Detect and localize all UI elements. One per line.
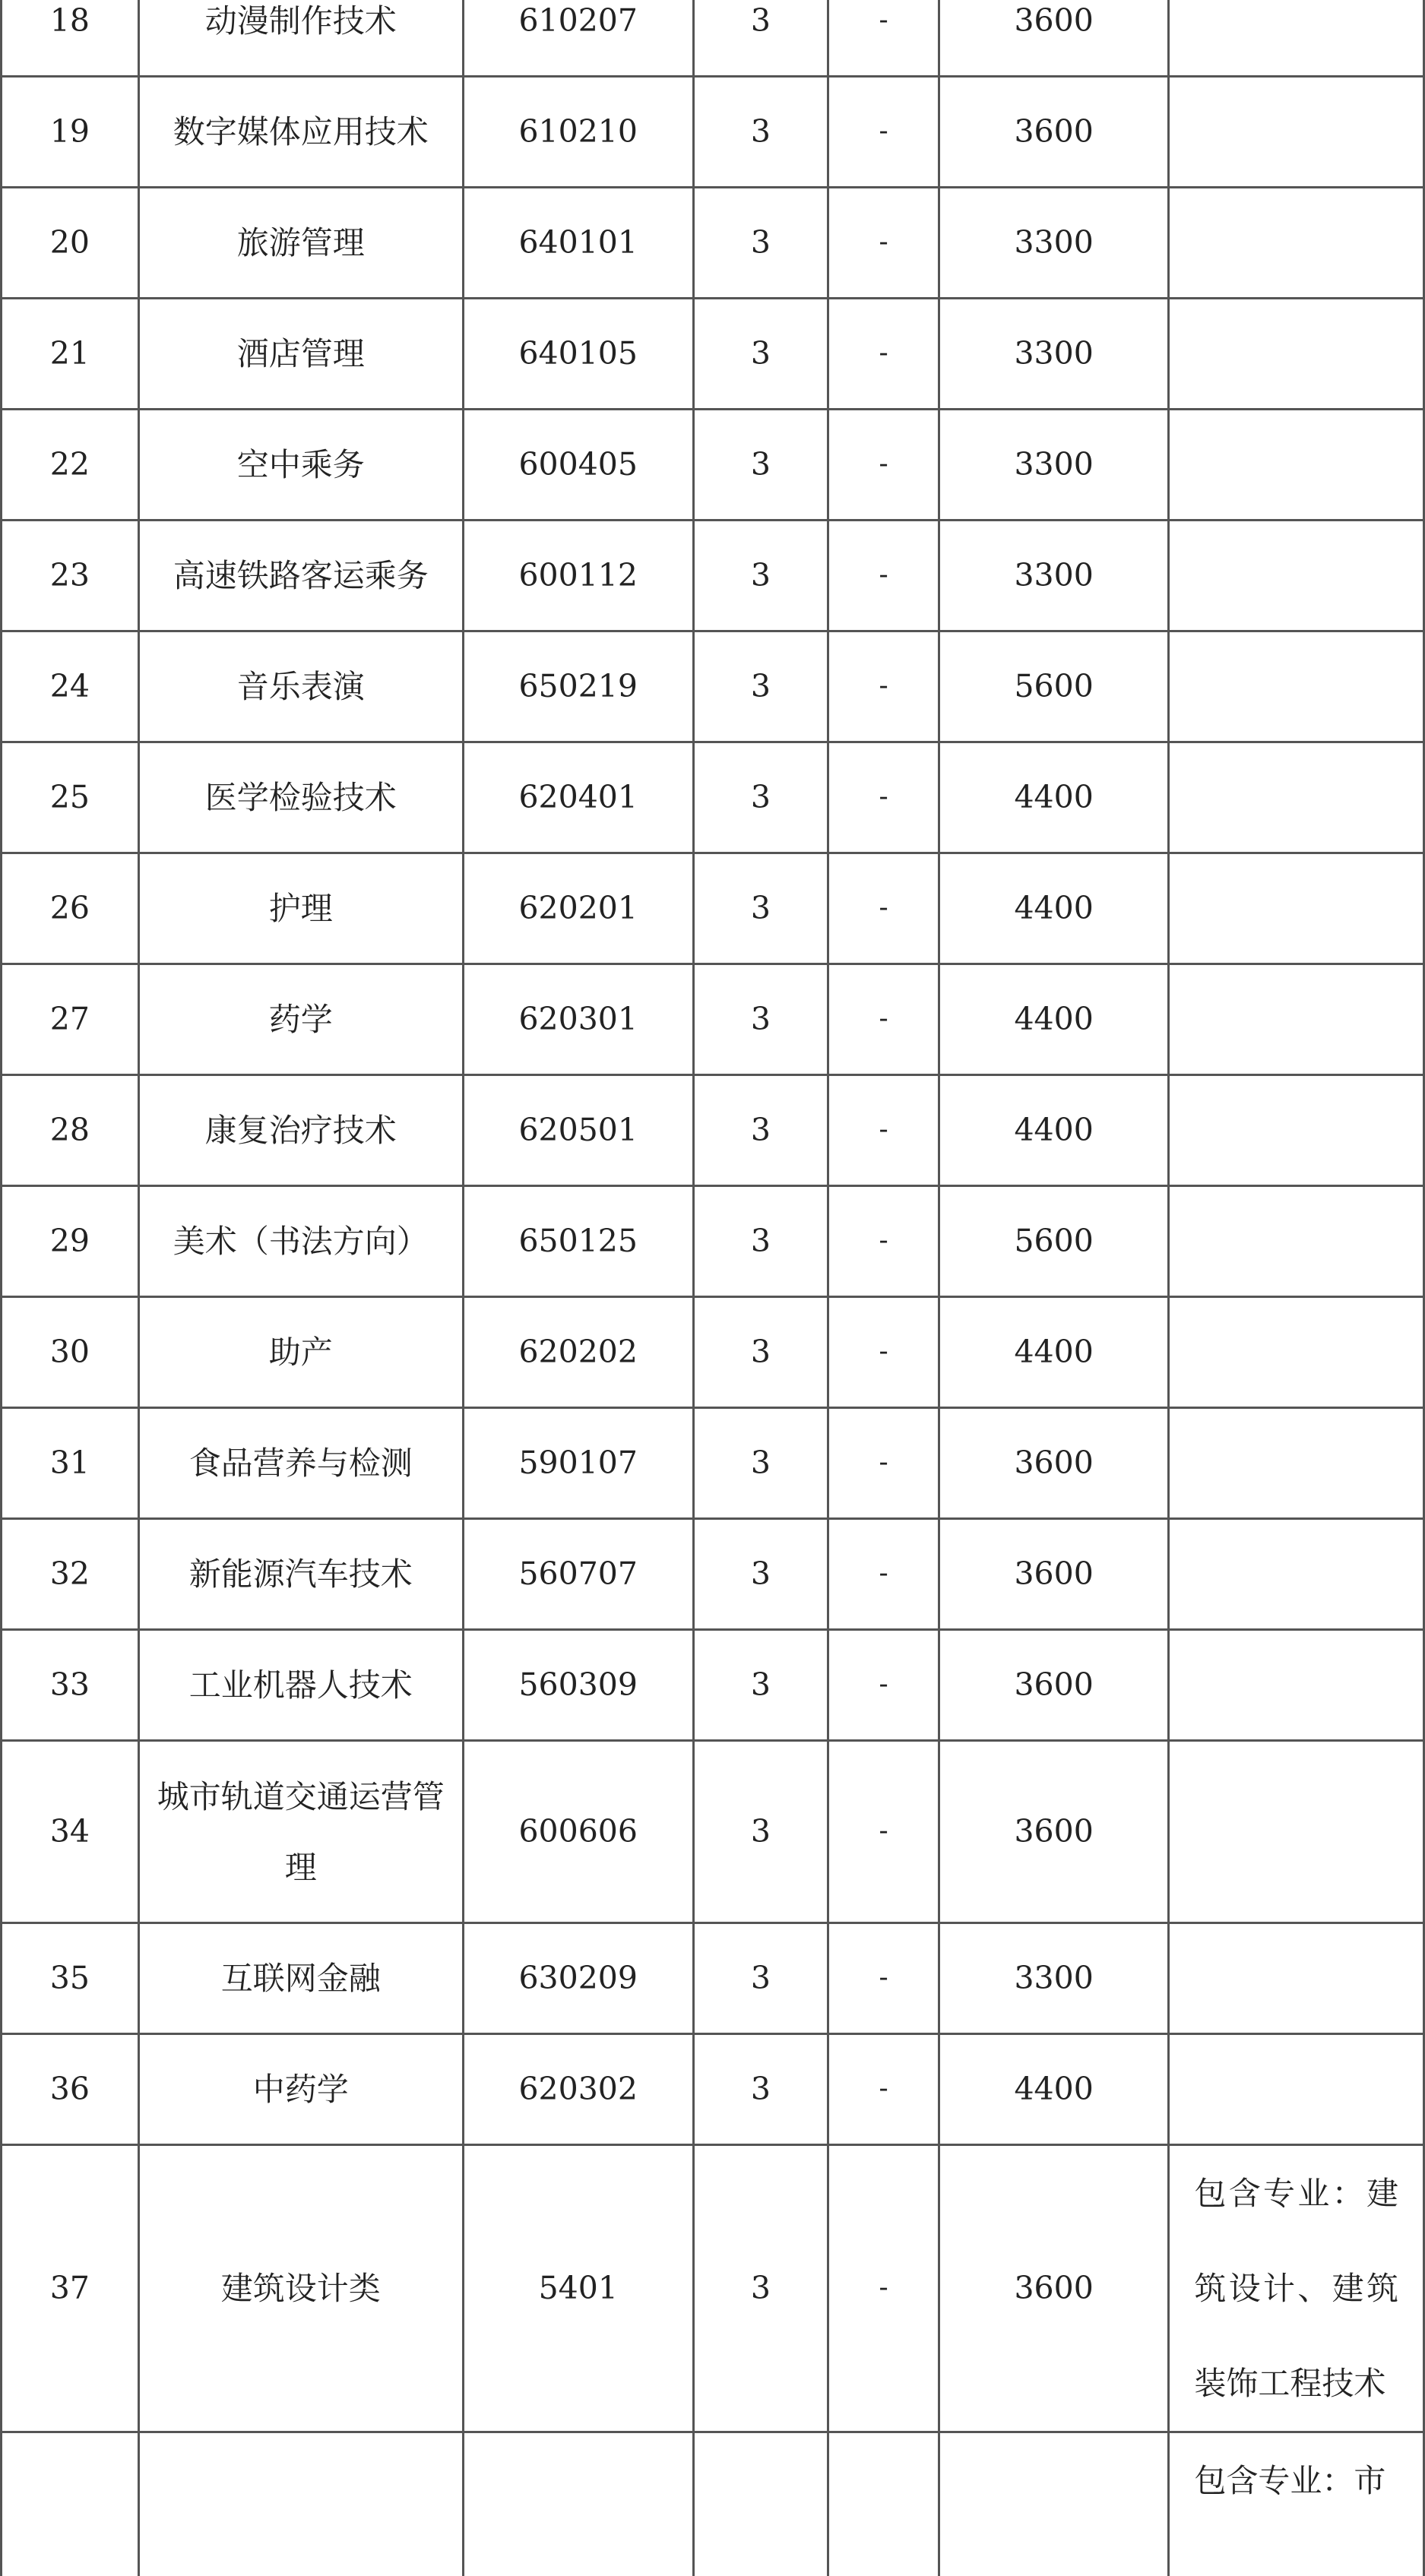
dash-cell: -	[828, 1297, 939, 1408]
dash-cell: -	[828, 853, 939, 964]
fee-cell: 3600	[939, 1741, 1169, 1923]
row-number-cell: 30	[2, 1297, 139, 1408]
major-name-cell: 旅游管理	[138, 188, 463, 299]
duration-cell: 3	[693, 2145, 828, 2432]
row-number-cell: 24	[2, 631, 139, 742]
major-code-cell: 620201	[463, 853, 693, 964]
note-cell: 包含专业：建筑设计、建筑装饰工程技术	[1169, 2145, 1424, 2432]
note-cell	[1169, 742, 1424, 853]
row-number-cell: 36	[2, 2034, 139, 2145]
duration-cell: 3	[693, 1408, 828, 1519]
dash-cell: -	[828, 631, 939, 742]
major-code-cell: 650219	[463, 631, 693, 742]
note-cell	[1169, 964, 1424, 1075]
note-cell	[1169, 631, 1424, 742]
major-code-cell: 590107	[463, 1408, 693, 1519]
row-number-cell: 26	[2, 853, 139, 964]
table-row	[2, 2034, 1424, 2145]
row-number-cell: 18	[2, 0, 139, 77]
note-cell	[1169, 1075, 1424, 1186]
table-row	[2, 2145, 1424, 2432]
note-cell	[1169, 1408, 1424, 1519]
row-number-cell: 37	[2, 2145, 139, 2432]
major-name-cell: 音乐表演	[138, 631, 463, 742]
row-number-cell: 23	[2, 521, 139, 631]
table-row	[2, 853, 1424, 964]
major-code-cell: 620401	[463, 742, 693, 853]
major-name-cell: 空中乘务	[138, 410, 463, 521]
table-row	[2, 1630, 1424, 1741]
note-cell	[1169, 1519, 1424, 1630]
major-name-cell: 互联网金融	[138, 1923, 463, 2034]
note-cell	[1169, 1741, 1424, 1923]
duration-cell: 3	[693, 410, 828, 521]
table-row	[2, 1186, 1424, 1297]
table-row	[2, 1741, 1424, 1923]
table-body	[2, 0, 1424, 2576]
dash-cell: -	[828, 188, 939, 299]
fee-cell: 3600	[939, 1519, 1169, 1630]
dash-cell: -	[828, 521, 939, 631]
duration-cell: 3	[693, 1630, 828, 1741]
fee-cell: 3300	[939, 1923, 1169, 2034]
table-row	[2, 410, 1424, 521]
duration-cell: 3	[693, 964, 828, 1075]
table-row	[2, 188, 1424, 299]
duration-cell: 3	[693, 1741, 828, 1923]
major-code-cell: 5401	[463, 2145, 693, 2432]
duration-cell: 3	[693, 1186, 828, 1297]
duration-cell: 3	[693, 1923, 828, 2034]
fee-cell: 5600	[939, 1186, 1169, 1297]
dash-cell: -	[828, 1519, 939, 1630]
fee-cell: 5600	[939, 631, 1169, 742]
table-row	[2, 2432, 1424, 2576]
note-cell	[1169, 521, 1424, 631]
row-number-cell: 34	[2, 1741, 139, 1923]
row-number-cell: 21	[2, 299, 139, 410]
fee-cell: 3600	[939, 2145, 1169, 2432]
fee-cell: 4400	[939, 1075, 1169, 1186]
duration-cell: 3	[693, 1297, 828, 1408]
row-number-cell: 22	[2, 410, 139, 521]
dash-cell: -	[828, 1630, 939, 1741]
fee-cell: 3300	[939, 299, 1169, 410]
duration-cell: 3	[693, 188, 828, 299]
major-code-cell: 640105	[463, 299, 693, 410]
major-name-cell: 药学	[138, 964, 463, 1075]
table-row	[2, 1519, 1424, 1630]
row-number-cell: 35	[2, 1923, 139, 2034]
dash-cell: -	[828, 77, 939, 188]
dash-cell: -	[828, 1741, 939, 1923]
fee-cell: 3600	[939, 77, 1169, 188]
duration-cell	[693, 2432, 828, 2576]
major-code-cell	[463, 2432, 693, 2576]
note-cell: 包含专业：市	[1169, 2432, 1424, 2576]
major-name-cell: 美术（书法方向）	[138, 1186, 463, 1297]
table-row	[2, 77, 1424, 188]
major-name-cell	[138, 2432, 463, 2576]
note-cell	[1169, 1923, 1424, 2034]
table-row	[2, 742, 1424, 853]
row-number-cell: 28	[2, 1075, 139, 1186]
duration-cell: 3	[693, 1075, 828, 1186]
row-number-cell: 32	[2, 1519, 139, 1630]
row-number-cell: 27	[2, 964, 139, 1075]
fee-cell: 4400	[939, 853, 1169, 964]
dash-cell: -	[828, 0, 939, 77]
duration-cell: 3	[693, 742, 828, 853]
major-code-cell: 600606	[463, 1741, 693, 1923]
fee-cell: 3300	[939, 188, 1169, 299]
major-name-cell: 新能源汽车技术	[138, 1519, 463, 1630]
row-number-cell: 25	[2, 742, 139, 853]
dash-cell: -	[828, 1923, 939, 2034]
dash-cell: -	[828, 742, 939, 853]
dash-cell: -	[828, 299, 939, 410]
note-cell	[1169, 77, 1424, 188]
table-row	[2, 964, 1424, 1075]
major-name-cell: 数字媒体应用技术	[138, 77, 463, 188]
table-row	[2, 631, 1424, 742]
major-name-cell: 城市轨道交通运营管理	[138, 1741, 463, 1923]
duration-cell: 3	[693, 77, 828, 188]
major-code-cell: 620501	[463, 1075, 693, 1186]
duration-cell: 3	[693, 2034, 828, 2145]
note-cell	[1169, 0, 1424, 77]
note-cell	[1169, 410, 1424, 521]
major-code-cell: 610210	[463, 77, 693, 188]
duration-cell: 3	[693, 1519, 828, 1630]
major-code-cell: 620301	[463, 964, 693, 1075]
major-name-cell: 动漫制作技术	[138, 0, 463, 77]
major-name-cell: 护理	[138, 853, 463, 964]
fee-cell: 3300	[939, 521, 1169, 631]
major-name-cell: 医学检验技术	[138, 742, 463, 853]
fee-cell: 4400	[939, 1297, 1169, 1408]
fee-cell: 3300	[939, 410, 1169, 521]
major-name-cell: 康复治疗技术	[138, 1075, 463, 1186]
table-row	[2, 1408, 1424, 1519]
note-cell	[1169, 1630, 1424, 1741]
table-row	[2, 299, 1424, 410]
major-code-cell: 630209	[463, 1923, 693, 2034]
row-number-cell: 20	[2, 188, 139, 299]
duration-cell: 3	[693, 299, 828, 410]
row-number-cell: 29	[2, 1186, 139, 1297]
fee-cell: 4400	[939, 742, 1169, 853]
major-code-cell: 620202	[463, 1297, 693, 1408]
row-number-cell: 33	[2, 1630, 139, 1741]
major-code-cell: 610207	[463, 0, 693, 77]
dash-cell: -	[828, 964, 939, 1075]
major-name-cell: 食品营养与检测	[138, 1408, 463, 1519]
major-code-cell: 620302	[463, 2034, 693, 2145]
major-name-cell: 工业机器人技术	[138, 1630, 463, 1741]
fee-cell: 3600	[939, 1630, 1169, 1741]
major-code-cell: 650125	[463, 1186, 693, 1297]
major-name-cell: 建筑设计类	[138, 2145, 463, 2432]
note-cell	[1169, 1186, 1424, 1297]
row-number-cell: 31	[2, 1408, 139, 1519]
table-row	[2, 1297, 1424, 1408]
dash-cell	[828, 2432, 939, 2576]
dash-cell: -	[828, 1186, 939, 1297]
fee-cell: 4400	[939, 2034, 1169, 2145]
note-cell	[1169, 1297, 1424, 1408]
major-code-cell: 600112	[463, 521, 693, 631]
fee-cell: 3600	[939, 0, 1169, 77]
major-code-cell: 560707	[463, 1519, 693, 1630]
major-name-cell: 酒店管理	[138, 299, 463, 410]
major-code-cell: 640101	[463, 188, 693, 299]
fee-cell: 3600	[939, 1408, 1169, 1519]
table-row	[2, 1923, 1424, 2034]
major-name-cell: 中药学	[138, 2034, 463, 2145]
fee-cell	[939, 2432, 1169, 2576]
major-name-cell: 高速铁路客运乘务	[138, 521, 463, 631]
row-number-cell: 19	[2, 77, 139, 188]
major-code-cell: 600405	[463, 410, 693, 521]
major-code-cell: 560309	[463, 1630, 693, 1741]
dash-cell: -	[828, 2145, 939, 2432]
dash-cell: -	[828, 410, 939, 521]
dash-cell: -	[828, 1075, 939, 1186]
row-number-cell	[2, 2432, 139, 2576]
duration-cell: 3	[693, 631, 828, 742]
duration-cell: 3	[693, 0, 828, 77]
note-cell	[1169, 853, 1424, 964]
duration-cell: 3	[693, 853, 828, 964]
duration-cell: 3	[693, 521, 828, 631]
note-cell	[1169, 2034, 1424, 2145]
note-cell	[1169, 188, 1424, 299]
fee-cell: 4400	[939, 964, 1169, 1075]
dash-cell: -	[828, 2034, 939, 2145]
table-row	[2, 0, 1424, 77]
note-cell	[1169, 299, 1424, 410]
dash-cell: -	[828, 1408, 939, 1519]
table-row	[2, 521, 1424, 631]
major-name-cell: 助产	[138, 1297, 463, 1408]
table-row	[2, 1075, 1424, 1186]
